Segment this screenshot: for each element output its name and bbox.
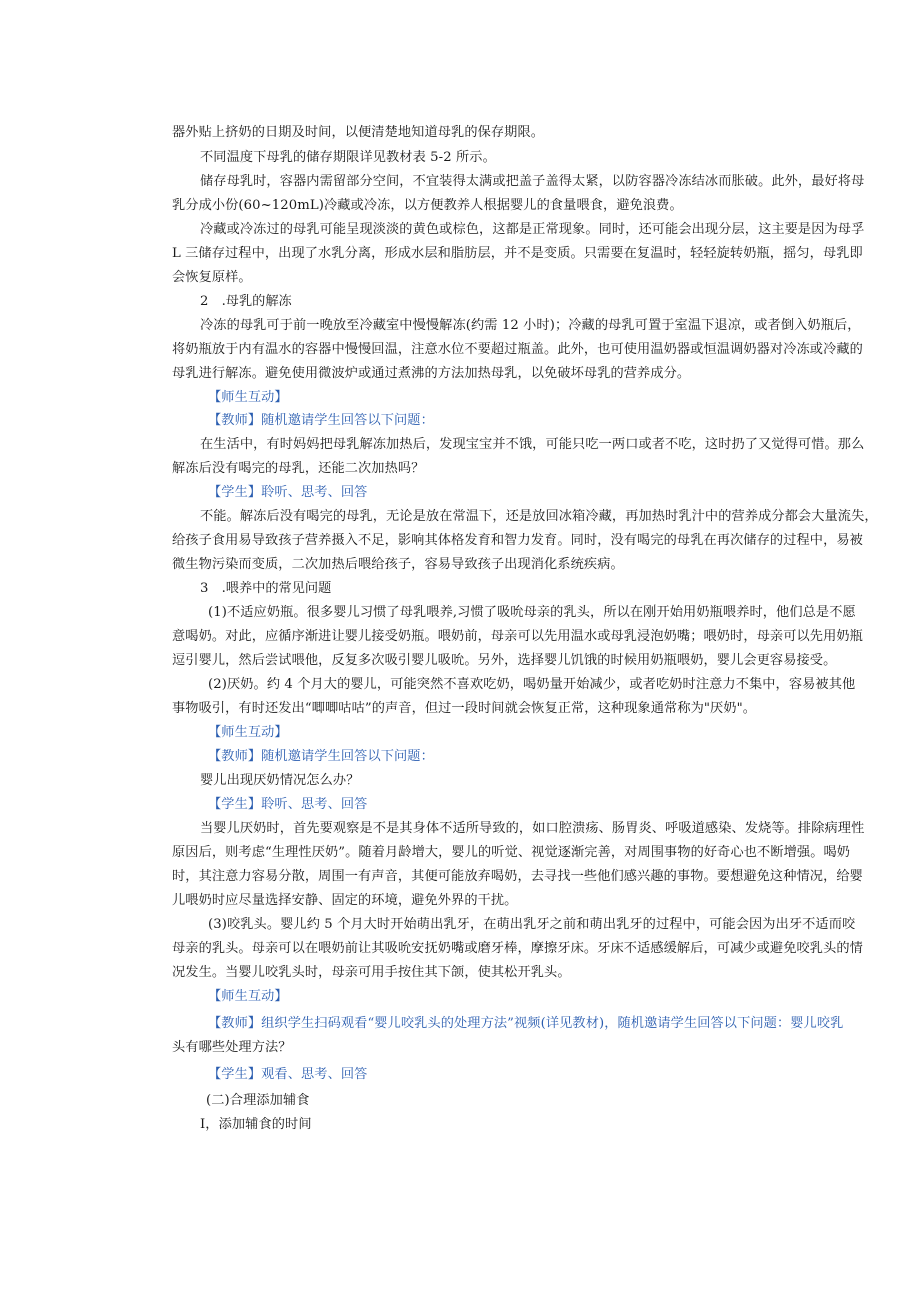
paragraph-line: 不同温度下母乳的储存期限详见教材表 5-2 所示。 [200,150,496,165]
section-heading: 2 .母乳的解冻 [200,294,292,309]
paragraph-line: 婴儿出现厌奶情况怎么办？ [200,773,360,788]
teacher-label: 【教师】组织学生扫码观看“婴儿咬乳头的处理方法”视频(详见教材)，随机邀请学生回答以下问题：婴儿咬乳 [208,1016,844,1031]
section-heading: 3 .喂养中的常见问题 [200,581,332,596]
teacher-label: 【教师】随机邀请学生回答以下问题： [208,413,434,428]
student-label: 【学生】观看、思考、回答 [208,1067,368,1082]
interaction-label: 【师生互动】 [208,989,288,1004]
paragraph-line: 意喝奶。对此，应循序渐进让婴儿接受奶瓶。喂奶前，母亲可以先用温水或母乳浸泡奶嘴；喂奶时，母亲可以先用奶瓶 [172,629,863,644]
paragraph-line: 器外贴上挤奶的日期及时间，以便清楚地知道母乳的保存期限。 [172,125,545,140]
paragraph-line: 会恢复原样。 [172,270,252,285]
paragraph-line: 母亲的乳头。母亲可以在喂奶前让其吸吮安抚奶嘴或磨牙棒，摩擦牙床。牙床不适感缓解后，可减少或避免咬乳头的情 [172,941,863,956]
paragraph-line: 在生活中，有时妈妈把母乳解冻加热后，发现宝宝并不饿，可能只吃一两口或者不吃，这时扔了又觉得可惜。那么 [200,437,865,452]
section-heading: I，添加辅食的时间 [200,1117,312,1132]
paragraph-line: 将奶瓶放于内有温水的容器中慢慢回温，注意水位不要超过瓶盖。此外，也可使用温奶器或恒温调奶器对冷冻或冷藏的 [172,342,863,357]
paragraph-line: 不能。解冻后没有喝完的母乳，无论是放在常温下，还是放回冰箱冷藏，再加热时乳汁中的营养成分都会大量流失， [200,509,878,524]
paragraph-line: (3)咬乳头。婴儿约 5 个月大时开始萌出乳牙，在萌出乳牙之前和萌出乳牙的过程中，可能会因为出牙不适而咬 [208,917,856,932]
paragraph-line: 微生物污染而变质，二次加热后喂给孩子，容易导致孩子出现消化系统疾病。 [172,557,624,572]
paragraph-line: 原因后，则考虑“生理性厌奶”。随着月龄增大，婴儿的听觉、视觉逐渐完善，对周围事物的好奇心也不断增强。喝奶 [172,845,851,860]
paragraph-line: (1)不适应奶瓶。很多婴儿习惯了母乳喂养,习惯了吸吮母亲的乳头，所以在刚开始用奶瓶喂养时，他们总是不愿 [208,605,856,620]
paragraph-line: 冷藏或冷冻过的母乳可能呈现淡淡的黄色或棕色，这都是正常现象。同时，还可能会出现分层，这主要是因为母孚 [200,222,865,237]
paragraph-line: 冷冻的母乳可于前一晚放至冷藏室中慢慢解冻(约需 12 小时)；冷藏的母乳可置于室温下退凉，或者倒入奶瓶后， [200,318,861,333]
paragraph-line: 解冻后没有喝完的母乳，还能二次加热吗？ [172,461,425,476]
student-label: 【学生】聆听、思考、回答 [208,797,368,812]
paragraph-line: 乳分成小份(60~120mL)冷藏或冷冻，以方便教养人根据婴儿的食量喂食，避免浪费。 [172,198,683,213]
paragraph-line: 逗引婴儿，然后尝试喂他，反复多次吸引婴儿吸吮。另外，选择婴儿饥饿的时候用奶瓶喂奶，婴儿会更容易接受。 [172,653,837,668]
paragraph-line: 儿喂奶时应尽量选择安静、固定的环境，避免外界的干扰。 [172,893,518,908]
interaction-label: 【师生互动】 [208,390,288,405]
paragraph-line: 况发生。当婴儿咬乳头时，母亲可用手按住其下颌，使其松开乳头。 [172,965,571,980]
paragraph-line: (2)厌奶。约 4 个月大的婴儿，可能突然不喜欢吃奶，喝奶量开始减少，或者吃奶时注意力不集中，容易被其他 [208,677,856,692]
paragraph-line: 头有哪些处理方法？ [172,1040,292,1055]
paragraph-line: 给孩子食用易导致孩子营养摄入不足，影响其体格发育和智力发育。同时，没有喝完的母乳在再次储存的过程中，易被 [172,533,863,548]
paragraph-line: 时，其注意力容易分散，周围一有声音，其便可能放弃喝奶，去寻找一些他们感兴趣的事物。要想避免这种情况，给婴 [172,869,863,884]
paragraph-line: 事物吸引，有时还发出“唧唧咕咕”的声音，但过一段时间就会恢复正常，这种现象通常称为"厌奶"。 [172,701,757,716]
paragraph-line: 当婴儿厌奶时，首先要观察是不是其身体不适所导致的，如口腔溃疡、肠胃炎、呼吸道感染、发烧等。排除病理性 [200,821,865,836]
student-label: 【学生】聆听、思考、回答 [208,485,368,500]
interaction-label: 【师生互动】 [208,725,288,740]
paragraph-line: 储存母乳时，容器内需留部分空间，不宜装得太满或把盖子盖得太紧，以防容器冷冻结冰而胀破。此外，最好将母 [200,174,865,189]
paragraph-line: 母乳进行解冻。避免使用微波炉或通过煮沸的方法加热母乳，以免破坏母乳的营养成分。 [172,366,691,381]
teacher-label: 【教师】随机邀请学生回答以下问题： [208,749,434,764]
paragraph-line: L 三储存过程中，出现了水乳分离，形成水层和脂肪层，并不是变质。只需要在复温时，轻轻旋转奶瓶，摇匀，母乳即 [172,246,863,261]
section-heading: (二)合理添加辅食 [206,1093,310,1108]
